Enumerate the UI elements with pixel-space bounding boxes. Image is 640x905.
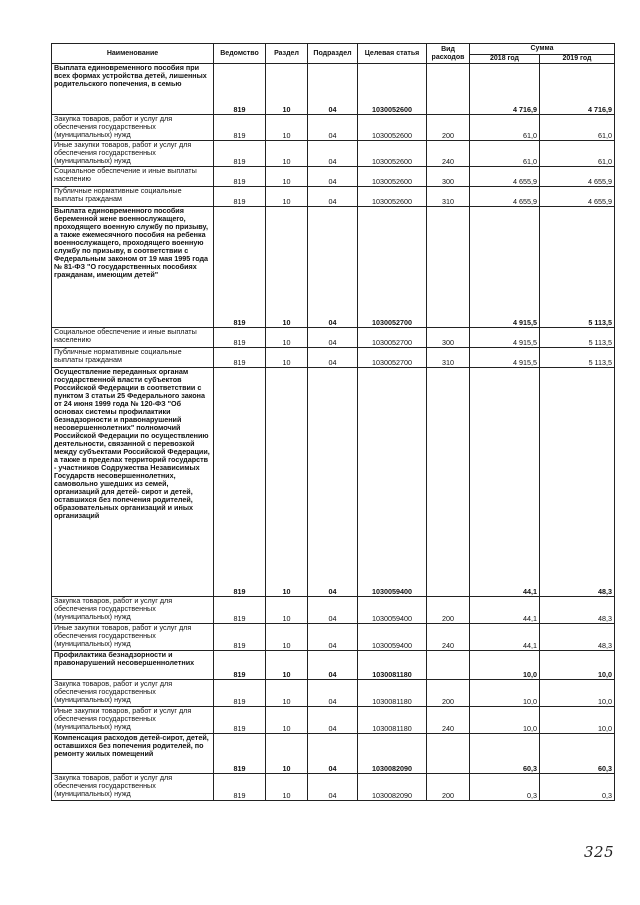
row-sum-2018: 44,1 <box>470 624 540 651</box>
row-sum-2018: 4 716,9 <box>470 64 540 115</box>
row-name: Публичные нормативные социальные выплаты гражданам <box>52 348 214 368</box>
row-sum-2019: 48,3 <box>540 624 615 651</box>
row-name: Закупка товаров, работ и услуг для обеспечения государственных (муниципальных) нужд <box>52 680 214 707</box>
header-vid: Вид расходов <box>427 44 470 64</box>
row-vedomstvo: 819 <box>214 167 266 187</box>
table-row <box>52 167 615 187</box>
row-vid: 310 <box>427 187 470 207</box>
row-sum-2018: 44,1 <box>470 368 540 597</box>
row-vid <box>427 64 470 115</box>
row-podrazdel: 04 <box>308 187 358 207</box>
row-sum-2018: 0,3 <box>470 774 540 801</box>
row-vedomstvo: 819 <box>214 348 266 368</box>
row-vid: 300 <box>427 328 470 348</box>
row-target: 1030052700 <box>358 348 427 368</box>
row-razdel: 10 <box>266 141 308 167</box>
row-podrazdel: 04 <box>308 141 358 167</box>
row-name: Выплата единовременного пособия при всех формах устройства детей, лишенных родительского попечения, в семью <box>52 64 214 115</box>
row-sum-2018: 4 655,9 <box>470 187 540 207</box>
header-name: Наименование <box>52 44 214 64</box>
row-vedomstvo: 819 <box>214 707 266 734</box>
row-name: Публичные нормативные социальные выплаты гражданам <box>52 187 214 207</box>
row-podrazdel: 04 <box>308 348 358 368</box>
row-target: 1030052600 <box>358 141 427 167</box>
row-podrazdel: 04 <box>308 167 358 187</box>
row-target: 1030059400 <box>358 624 427 651</box>
row-razdel: 10 <box>266 167 308 187</box>
row-podrazdel: 04 <box>308 597 358 624</box>
row-target: 1030052600 <box>358 187 427 207</box>
row-razdel: 10 <box>266 187 308 207</box>
row-sum-2019: 4 655,9 <box>540 167 615 187</box>
row-name: Социальное обеспечение и иные выплаты населению <box>52 167 214 187</box>
row-target: 1030081180 <box>358 707 427 734</box>
table-body <box>52 64 615 801</box>
table-row <box>52 348 615 368</box>
row-vedomstvo: 819 <box>214 141 266 167</box>
row-vid: 200 <box>427 774 470 801</box>
row-name: Социальное обеспечение и иные выплаты населению <box>52 328 214 348</box>
row-vedomstvo: 819 <box>214 207 266 328</box>
row-podrazdel: 04 <box>308 624 358 651</box>
row-sum-2018: 10,0 <box>470 680 540 707</box>
row-vid: 200 <box>427 597 470 624</box>
table-row <box>52 115 615 141</box>
row-sum-2019: 5 113,5 <box>540 207 615 328</box>
row-podrazdel: 04 <box>308 774 358 801</box>
table-row <box>52 328 615 348</box>
table-row <box>52 624 615 651</box>
row-sum-2019: 48,3 <box>540 368 615 597</box>
row-razdel: 10 <box>266 348 308 368</box>
row-vid: 240 <box>427 707 470 734</box>
row-vedomstvo: 819 <box>214 651 266 680</box>
row-vid: 300 <box>427 167 470 187</box>
table-row <box>52 734 615 774</box>
row-razdel: 10 <box>266 368 308 597</box>
row-vedomstvo: 819 <box>214 328 266 348</box>
header-year-2019: 2019 год <box>540 55 615 64</box>
row-sum-2019: 0,3 <box>540 774 615 801</box>
row-target: 1030082090 <box>358 774 427 801</box>
row-sum-2018: 61,0 <box>470 115 540 141</box>
row-razdel: 10 <box>266 680 308 707</box>
row-target: 1030052700 <box>358 207 427 328</box>
row-target: 1030052600 <box>358 115 427 141</box>
table-row <box>52 207 615 328</box>
row-sum-2018: 4 915,5 <box>470 207 540 328</box>
table-row <box>52 597 615 624</box>
row-podrazdel: 04 <box>308 680 358 707</box>
table-row <box>52 187 615 207</box>
header-target: Целевая статья <box>358 44 427 64</box>
row-sum-2019: 48,3 <box>540 597 615 624</box>
row-name: Иные закупки товаров, работ и услуг для обеспечения государственных (муниципальных) нужд <box>52 707 214 734</box>
header-summa: Сумма <box>470 44 615 55</box>
row-vedomstvo: 819 <box>214 774 266 801</box>
row-razdel: 10 <box>266 734 308 774</box>
row-target: 1030081180 <box>358 680 427 707</box>
row-razdel: 10 <box>266 115 308 141</box>
row-sum-2018: 60,3 <box>470 734 540 774</box>
row-name: Компенсация расходов детей-сирот, детей, оставшихся без попечения родителей, по ремонту жилых помещений <box>52 734 214 774</box>
row-target: 1030081180 <box>358 651 427 680</box>
row-sum-2019: 5 113,5 <box>540 348 615 368</box>
row-sum-2019: 10,0 <box>540 680 615 707</box>
row-podrazdel: 04 <box>308 328 358 348</box>
header-year-2018: 2018 год <box>470 55 540 64</box>
table-row <box>52 774 615 801</box>
table-row <box>52 707 615 734</box>
row-vid: 240 <box>427 624 470 651</box>
row-name: Иные закупки товаров, работ и услуг для обеспечения государственных (муниципальных) нужд <box>52 624 214 651</box>
row-name: Выплата единовременного пособия беременной жене военнослужащего, проходящего военную службу по призыву, а также ежемесячного пособия на ребенка военнослужащего, проходящего военную службу по призыву, в соответствии с Федеральным законом от 19 мая 1995 года № 81-ФЗ "О государственных пособиях гражданам, имеющим детей" <box>52 207 214 328</box>
header-vedomstvo: Ведомство <box>214 44 266 64</box>
row-target: 1030052600 <box>358 64 427 115</box>
row-target: 1030059400 <box>358 597 427 624</box>
table-row <box>52 368 615 597</box>
row-vedomstvo: 819 <box>214 64 266 115</box>
row-sum-2019: 4 716,9 <box>540 64 615 115</box>
budget-table-sheet <box>51 43 614 801</box>
budget-table <box>51 43 615 801</box>
row-name: Закупка товаров, работ и услуг для обеспечения государственных (муниципальных) нужд <box>52 115 214 141</box>
row-vid: 200 <box>427 680 470 707</box>
row-target: 1030082090 <box>358 734 427 774</box>
row-sum-2018: 10,0 <box>470 707 540 734</box>
table-row <box>52 680 615 707</box>
row-vedomstvo: 819 <box>214 187 266 207</box>
row-razdel: 10 <box>266 64 308 115</box>
row-sum-2018: 61,0 <box>470 141 540 167</box>
row-target: 1030052700 <box>358 328 427 348</box>
row-target: 1030052600 <box>358 167 427 187</box>
row-sum-2019: 61,0 <box>540 141 615 167</box>
row-vedomstvo: 819 <box>214 624 266 651</box>
row-vedomstvo: 819 <box>214 734 266 774</box>
row-podrazdel: 04 <box>308 368 358 597</box>
row-razdel: 10 <box>266 207 308 328</box>
row-vid <box>427 734 470 774</box>
row-podrazdel: 04 <box>308 64 358 115</box>
row-sum-2019: 10,0 <box>540 651 615 680</box>
row-sum-2018: 4 915,5 <box>470 328 540 348</box>
row-sum-2018: 44,1 <box>470 597 540 624</box>
row-vid: 240 <box>427 141 470 167</box>
row-razdel: 10 <box>266 707 308 734</box>
row-podrazdel: 04 <box>308 651 358 680</box>
row-vedomstvo: 819 <box>214 680 266 707</box>
row-name: Закупка товаров, работ и услуг для обеспечения государственных (муниципальных) нужд <box>52 597 214 624</box>
row-sum-2019: 10,0 <box>540 707 615 734</box>
row-name: Осуществление переданных органам государственной власти субъектов Российской Федерации в соответствии с пунктом 3 статьи 25 Федерального закона от 24 июня 1999 года № 120-ФЗ "Об основах системы профилактики безнадзорности и правонарушений несовершеннолетних" полномочий Российской Федерации по осуществлению деятельности, связанной с перевозкой между субъектами Российской Федерации, а также в пределах территорий государств - участников Содружества Независимых Государств несовершеннолетних, самовольно ушедших из семей, организаций для детей- сирот и детей, оставшихся без попечения родителей, образовательных организаций и иных организаций <box>52 368 214 597</box>
table-row <box>52 651 615 680</box>
row-sum-2018: 4 915,5 <box>470 348 540 368</box>
row-vedomstvo: 819 <box>214 368 266 597</box>
header-razdel: Раздел <box>266 44 308 64</box>
row-podrazdel: 04 <box>308 707 358 734</box>
row-razdel: 10 <box>266 597 308 624</box>
table-row <box>52 141 615 167</box>
row-sum-2019: 5 113,5 <box>540 328 615 348</box>
row-name: Профилактика безнадзорности и правонарушений несовершеннолетних <box>52 651 214 680</box>
row-razdel: 10 <box>266 651 308 680</box>
row-vid <box>427 651 470 680</box>
row-sum-2019: 60,3 <box>540 734 615 774</box>
row-target: 1030059400 <box>358 368 427 597</box>
row-sum-2019: 61,0 <box>540 115 615 141</box>
row-razdel: 10 <box>266 328 308 348</box>
header-podrazdel: Подраздел <box>308 44 358 64</box>
table-row <box>52 64 615 115</box>
row-sum-2018: 4 655,9 <box>470 167 540 187</box>
row-sum-2019: 4 655,9 <box>540 187 615 207</box>
page-number: 325 <box>584 843 615 861</box>
row-name: Закупка товаров, работ и услуг для обеспечения государственных (муниципальных) нужд <box>52 774 214 801</box>
row-vid: 200 <box>427 115 470 141</box>
row-vid <box>427 368 470 597</box>
row-podrazdel: 04 <box>308 115 358 141</box>
row-razdel: 10 <box>266 624 308 651</box>
row-podrazdel: 04 <box>308 734 358 774</box>
row-podrazdel: 04 <box>308 207 358 328</box>
row-razdel: 10 <box>266 774 308 801</box>
row-vedomstvo: 819 <box>214 597 266 624</box>
row-vedomstvo: 819 <box>214 115 266 141</box>
row-vid <box>427 207 470 328</box>
row-name: Иные закупки товаров, работ и услуг для обеспечения государственных (муниципальных) нужд <box>52 141 214 167</box>
row-vid: 310 <box>427 348 470 368</box>
row-sum-2018: 10,0 <box>470 651 540 680</box>
